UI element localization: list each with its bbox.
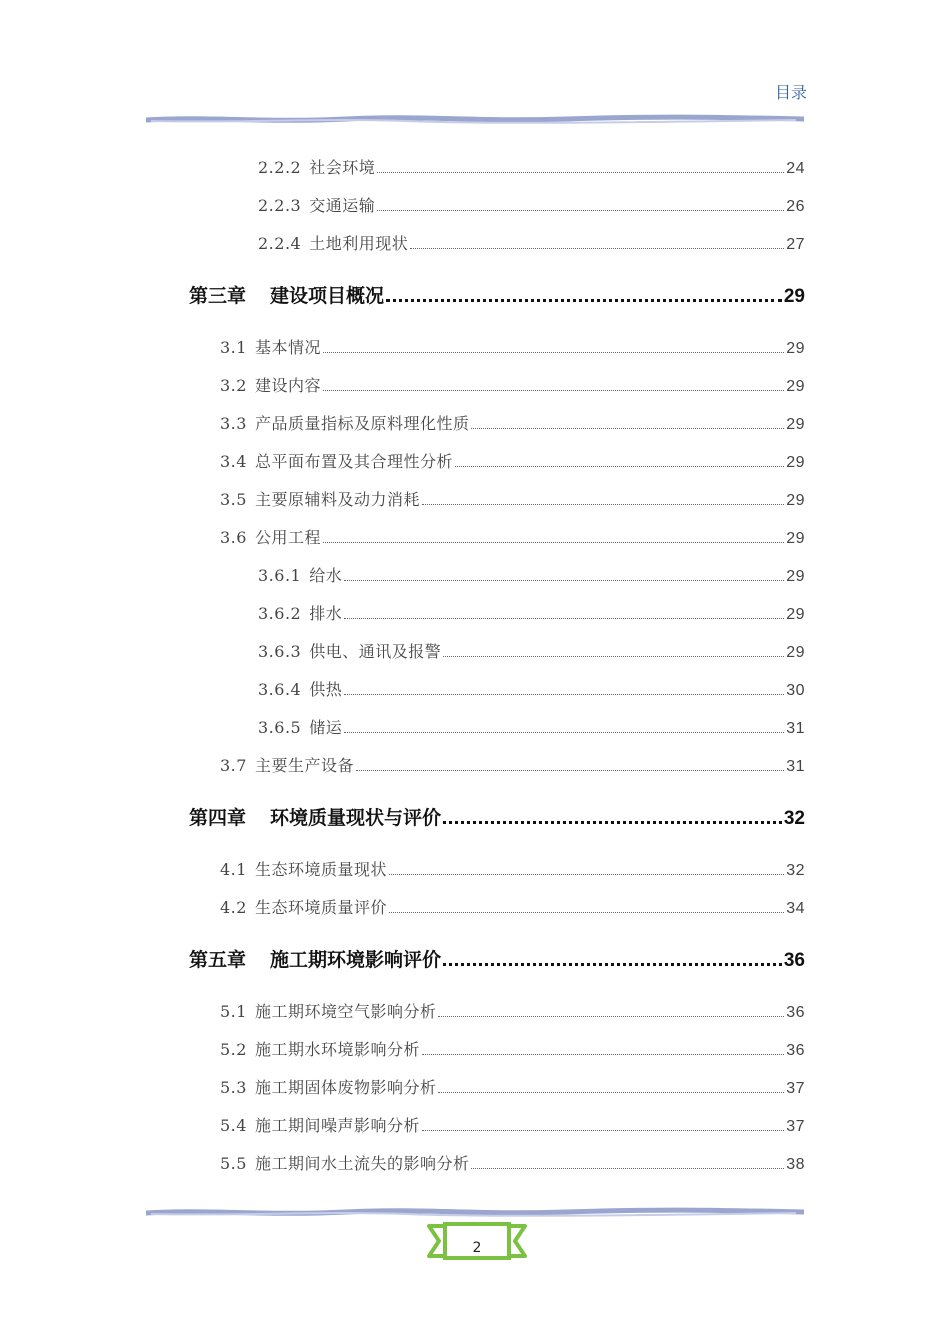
toc-entry-title: 社会环境 (309, 158, 376, 177)
toc-entry[interactable] (220, 857, 805, 880)
toc-chapter-entry[interactable] (189, 945, 805, 972)
toc-entry[interactable] (258, 231, 805, 254)
toc-entry-number: 3.1 (220, 338, 247, 357)
toc-entry-title: 产品质量指标及原料理化性质 (254, 414, 470, 433)
toc-entry-page: 26 (786, 198, 805, 215)
toc-entry[interactable] (220, 1075, 805, 1098)
toc-entry[interactable] (258, 155, 805, 178)
toc-entry[interactable] (220, 999, 805, 1022)
toc-leader-dots (389, 874, 784, 875)
toc-entry-title: 施工期环境空气影响分析 (254, 1002, 437, 1021)
toc-entry-title: 基本情况 (254, 338, 321, 357)
toc-entry-title: 供热 (309, 680, 343, 699)
toc-entry-title: 建设内容 (254, 376, 321, 395)
toc-entry[interactable] (220, 1151, 805, 1174)
toc-entry-page: 29 (786, 416, 805, 433)
toc-entry-number: 3.3 (220, 414, 247, 433)
page-number: 2 (472, 1240, 482, 1252)
toc-leader-dots (386, 299, 782, 302)
toc-entry-page: 24 (786, 160, 805, 177)
toc-chapter-title: 施工期环境影响评价 (270, 949, 442, 971)
toc-entry-page: 29 (786, 644, 805, 661)
toc-entry-title: 供电、通讯及报警 (309, 642, 442, 661)
toc-entry-page: 29 (786, 606, 805, 623)
toc-entry-number: 2.2.3 (258, 196, 302, 215)
toc-entry-number: 3.6.3 (258, 642, 302, 661)
toc-leader-dots (443, 821, 782, 824)
toc-entry-page: 29 (786, 378, 805, 395)
toc-entry-title: 施工期水环境影响分析 (254, 1040, 420, 1059)
toc-entry-title: 总平面布置及其合理性分析 (254, 452, 453, 471)
toc-leader-dots (344, 580, 784, 581)
toc-leader-dots (471, 1168, 784, 1169)
toc-entry-page: 29 (786, 568, 805, 585)
toc-leader-dots (344, 618, 784, 619)
toc-entry[interactable] (220, 895, 805, 918)
toc-leader-dots (323, 352, 784, 353)
toc-entry-number: 3.2 (220, 376, 247, 395)
toc-entry-number: 3.6.2 (258, 604, 302, 623)
page-number-ribbon (427, 1222, 527, 1262)
toc-entry-number: 2.2.2 (258, 158, 302, 177)
toc-entry-page: 37 (786, 1080, 805, 1097)
toc-leader-dots (438, 1092, 784, 1093)
toc-entry-number: 5.2 (220, 1040, 247, 1059)
toc-entry[interactable] (220, 487, 805, 510)
toc-entry[interactable] (258, 715, 805, 738)
toc-entry[interactable] (220, 373, 805, 396)
toc-chapter-title: 建设项目概况 (270, 285, 385, 307)
toc-entry-page: 30 (786, 682, 805, 699)
toc-entry-page: 31 (786, 758, 805, 775)
toc-leader-dots (323, 390, 784, 391)
footer-divider (146, 1207, 804, 1219)
toc-entry[interactable] (220, 335, 805, 358)
toc-entry-number: 2.2.4 (258, 234, 302, 253)
toc-entry-page: 34 (786, 900, 805, 917)
toc-entry[interactable] (220, 1113, 805, 1136)
toc-entry-number: 3.6.1 (258, 566, 302, 585)
toc-entry-number: 5.1 (220, 1002, 247, 1021)
toc-entry-page: 32 (786, 862, 805, 879)
toc-entry-title: 施工期固体废物影响分析 (254, 1078, 437, 1097)
toc-entry[interactable] (220, 1037, 805, 1060)
toc-entry[interactable] (258, 563, 805, 586)
toc-entry-title: 主要原辅料及动力消耗 (254, 490, 420, 509)
toc-chapter-entry[interactable] (189, 281, 805, 308)
toc-chapter-page: 36 (783, 950, 805, 971)
toc-entry-title: 储运 (309, 718, 343, 737)
toc-entry[interactable] (220, 449, 805, 472)
toc-leader-dots (443, 656, 784, 657)
toc-leader-dots (455, 466, 784, 467)
toc-entry[interactable] (258, 601, 805, 624)
toc-chapter-entry[interactable] (189, 803, 805, 830)
toc-entry-title: 公用工程 (254, 528, 321, 547)
toc-entry-title: 排水 (309, 604, 343, 623)
toc-entry-number: 4.1 (220, 860, 247, 879)
toc-entry-number: 5.3 (220, 1078, 247, 1097)
toc-entry-number: 4.2 (220, 898, 247, 917)
toc-chapter-title: 环境质量现状与评价 (270, 807, 442, 829)
toc-entry-number: 3.6.5 (258, 718, 302, 737)
toc-entry-page: 29 (786, 340, 805, 357)
toc-entry-number: 5.5 (220, 1154, 247, 1173)
toc-entry-title: 生态环境质量评价 (254, 898, 387, 917)
toc-leader-dots (422, 1054, 784, 1055)
toc-leader-dots (422, 1130, 784, 1131)
toc-entry-number: 5.4 (220, 1116, 247, 1135)
toc-leader-dots (438, 1016, 784, 1017)
toc-chapter-page: 32 (783, 808, 805, 829)
toc-leader-dots (377, 210, 784, 211)
toc-entry-title: 施工期间水土流失的影响分析 (254, 1154, 470, 1173)
toc-entry-number: 3.7 (220, 756, 247, 775)
toc-entry-title: 土地利用现状 (309, 234, 409, 253)
toc-chapter-number: 第四章 (189, 807, 247, 829)
toc-entry-page: 37 (786, 1118, 805, 1135)
toc-leader-dots (389, 912, 784, 913)
toc-chapter-number: 第五章 (189, 949, 247, 971)
toc-leader-dots (377, 172, 784, 173)
toc-leader-dots (422, 504, 784, 505)
toc-entry[interactable] (220, 753, 805, 776)
toc-entry-title: 施工期间噪声影响分析 (254, 1116, 420, 1135)
toc-leader-dots (323, 542, 784, 543)
toc-entry-page: 29 (786, 530, 805, 547)
toc-leader-dots (410, 248, 784, 249)
header-title: 目录 (774, 83, 807, 102)
toc-leader-dots (471, 428, 784, 429)
toc-entry-number: 3.6 (220, 528, 247, 547)
toc-entry-page: 31 (786, 720, 805, 737)
toc-leader-dots (443, 963, 782, 966)
toc-leader-dots (344, 694, 784, 695)
toc-entry-number: 3.6.4 (258, 680, 302, 699)
toc-entry[interactable] (220, 411, 805, 434)
toc-entry[interactable] (258, 639, 805, 662)
toc-leader-dots (344, 732, 784, 733)
toc-entry[interactable] (258, 677, 805, 700)
toc-entry-page: 36 (786, 1042, 805, 1059)
toc-entry-page: 29 (786, 454, 805, 471)
toc-entry-title: 交通运输 (309, 196, 376, 215)
toc-entry-page: 29 (786, 492, 805, 509)
toc-leader-dots (356, 770, 784, 771)
toc-chapter-page: 29 (783, 286, 805, 307)
toc-entry-title: 主要生产设备 (254, 756, 354, 775)
toc-entry-page: 27 (786, 236, 805, 253)
toc-entry-number: 3.5 (220, 490, 247, 509)
toc-entry[interactable] (258, 193, 805, 216)
toc-entry-number: 3.4 (220, 452, 247, 471)
toc-entry-page: 36 (786, 1004, 805, 1021)
toc-entry[interactable] (220, 525, 805, 548)
toc-entry-title: 给水 (309, 566, 343, 585)
toc-chapter-number: 第三章 (189, 285, 247, 307)
toc-entry-title: 生态环境质量现状 (254, 860, 387, 879)
toc-entry-page: 38 (786, 1156, 805, 1173)
